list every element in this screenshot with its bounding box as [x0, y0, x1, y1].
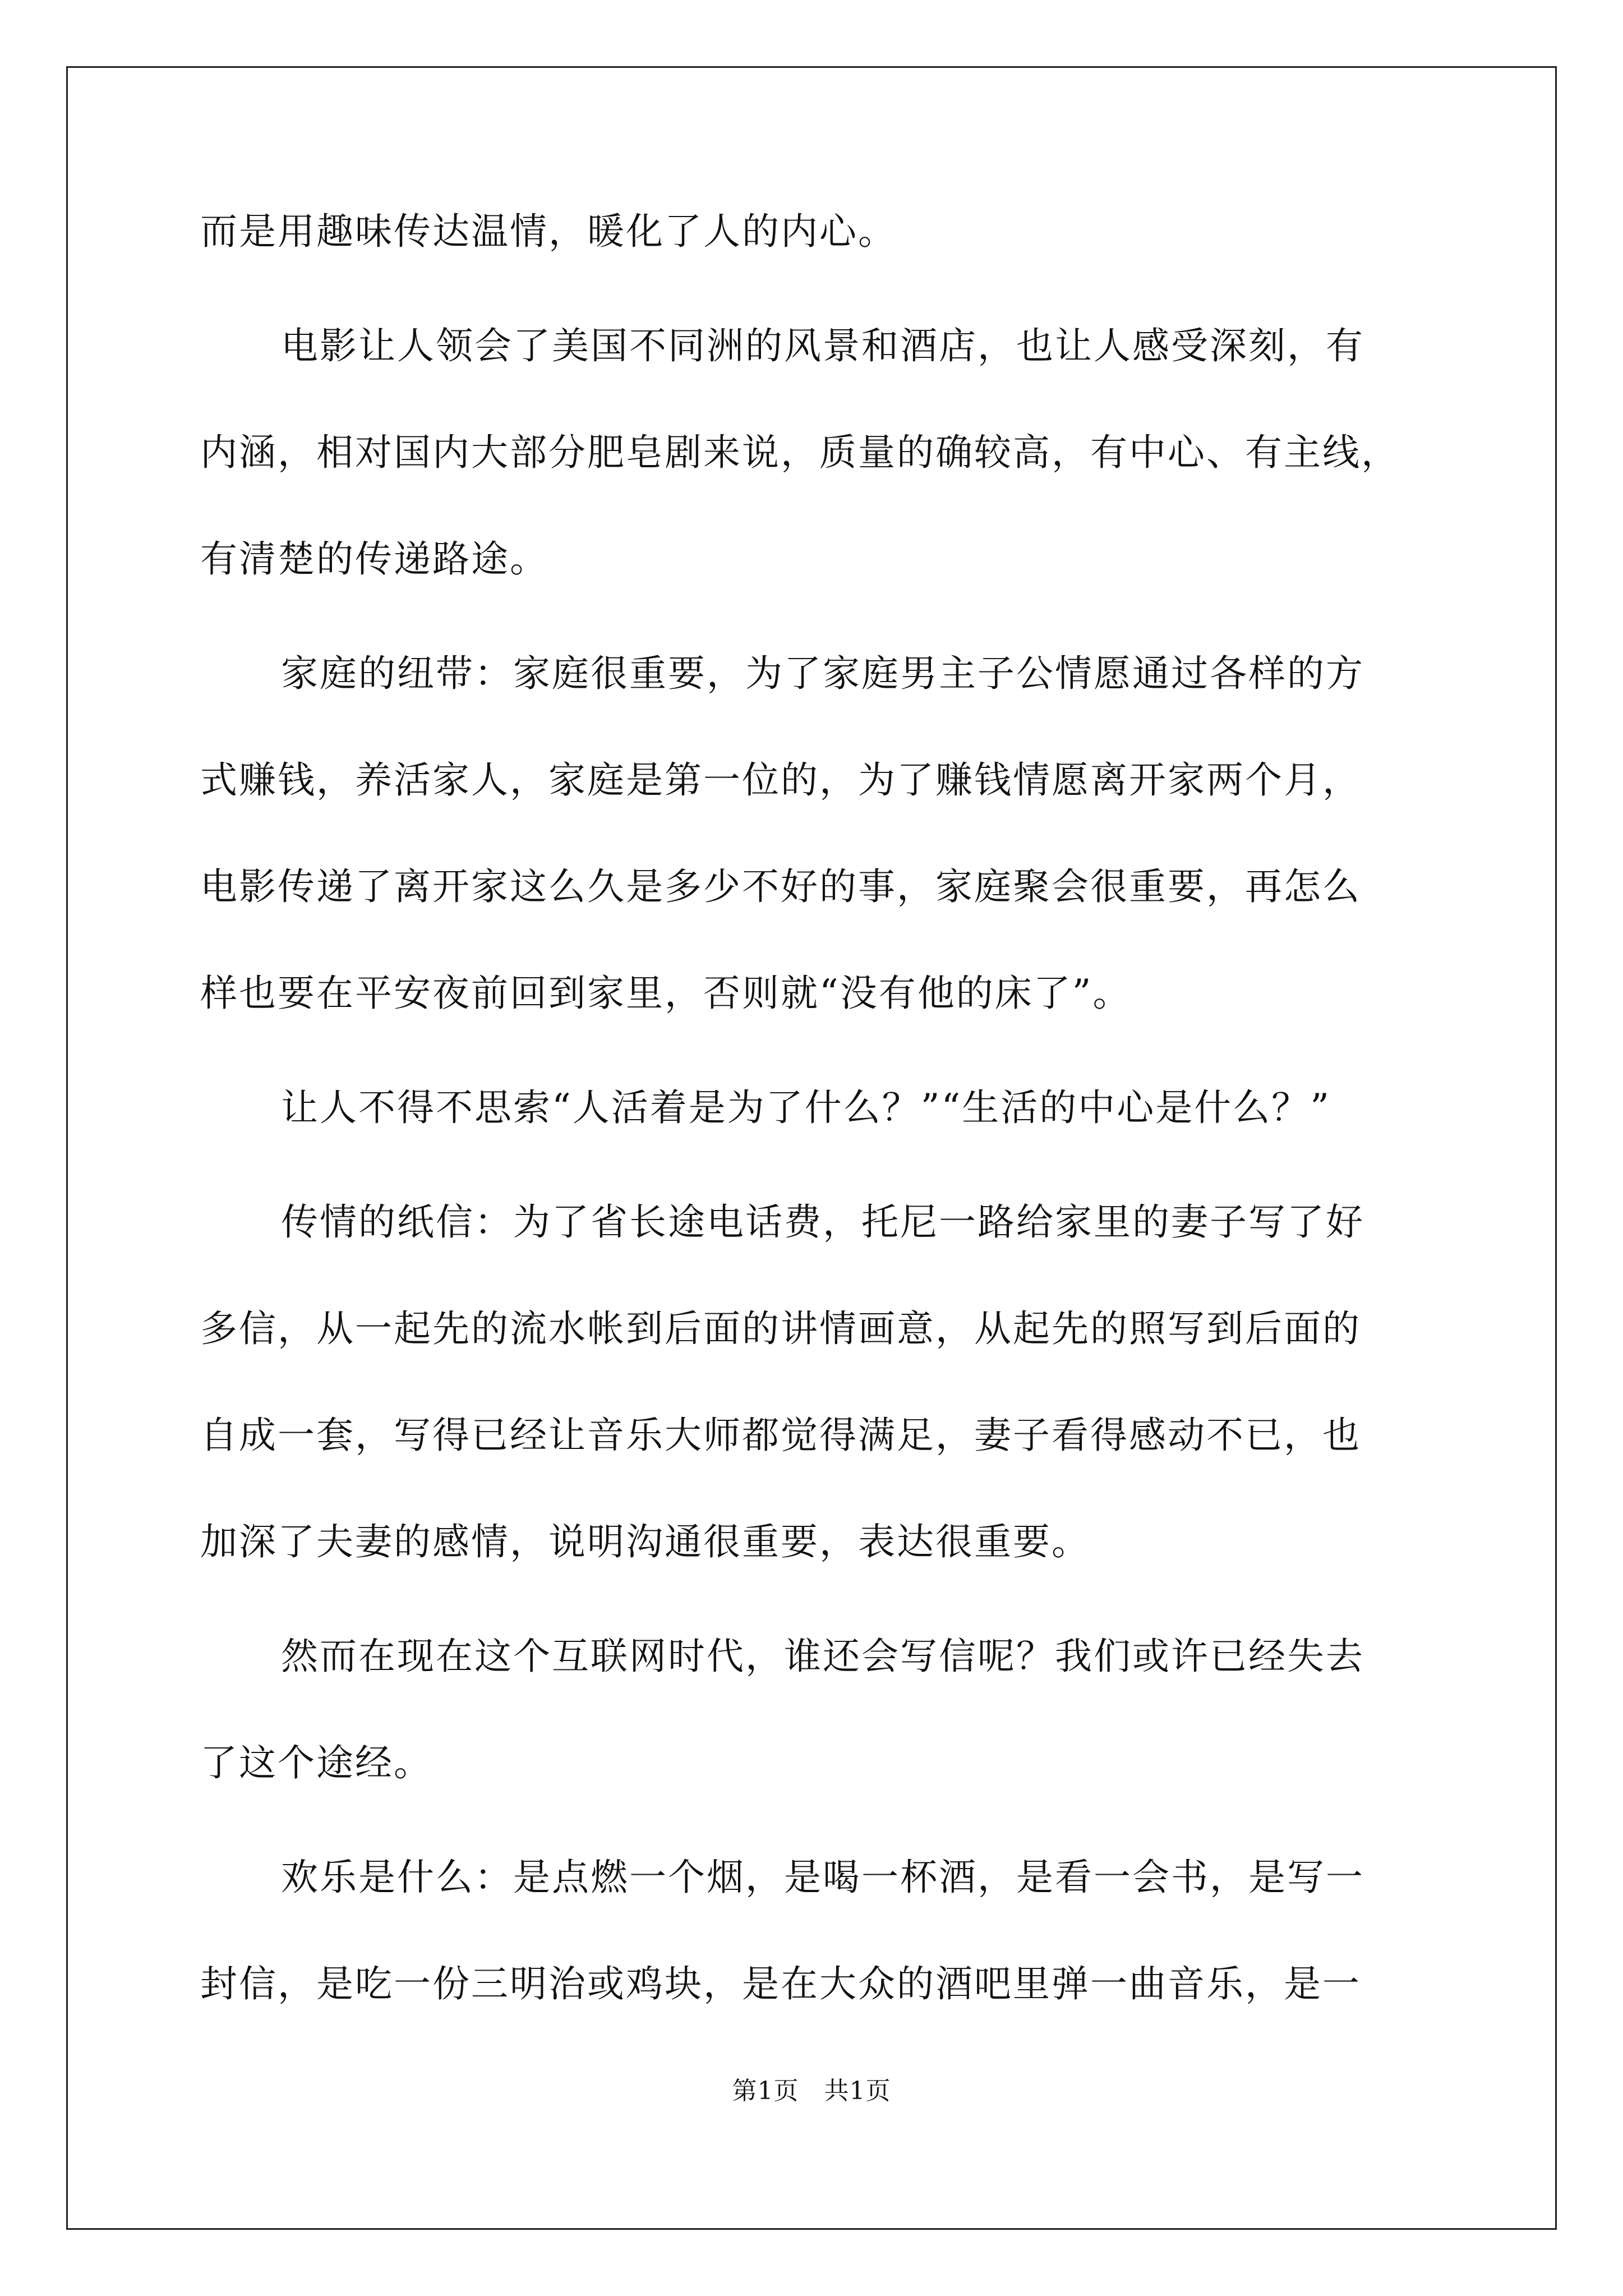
document-body: [200, 205, 1473, 2011]
text-line: 式赚钱，养活家人，家庭是第一位的，为了赚钱情愿离开家两个月，: [200, 758, 1361, 802]
text-line: 样也要在平安夜前回到家里，否则就“没有他的床了”。: [200, 972, 1132, 1015]
text-line: 加深了夫妻的感情，说明沟通很重要，表达很重要。: [200, 1520, 1090, 1563]
paragraph-first-line: 然而在现在这个互联网时代，谁还会写信呢？我们或许已经失去: [281, 1635, 1364, 1678]
text-line: 自成一套，写得已经让音乐大师都觉得满足，妻子看得感动不已，也: [200, 1414, 1361, 1457]
paragraph-first-line: 家庭的纽带：家庭很重要，为了家庭男主子公情愿通过各样的方: [281, 652, 1364, 695]
text-line: 内涵，相对国内大部分肥皂剧来说，质量的确较高，有中心、有主线，: [200, 431, 1400, 474]
paragraph-first-line: 电影让人领会了美国不同洲的风景和酒店，也让人感受深刻，有: [281, 324, 1364, 367]
text-line: 电影传递了离开家这么久是多少不好的事，家庭聚会很重要，再怎么: [200, 865, 1361, 908]
text-line: 有清楚的传递路途。: [200, 537, 548, 581]
page-number-footer: 第1页 共1页: [732, 2077, 891, 2105]
paragraph-first-line: 让人不得不思索“人活着是为了什么？”“生活的中心是什么？”: [281, 1086, 1331, 1129]
text-line: 封信，是吃一份三明治或鸡块，是在大众的酒吧里弹一曲音乐，是一: [200, 1962, 1361, 2005]
paragraph-first-line: 欢乐是什么：是点燃一个烟，是喝一杯酒，是看一会书，是写一: [281, 1856, 1364, 1899]
paragraph-first-line: 传情的纸信：为了省长途电话费，托尼一路给家里的妻子写了好: [281, 1200, 1364, 1244]
text-line: 了这个途经。: [200, 1741, 432, 1784]
text-line: 而是用趣味传达温情，暖化了人的内心。: [200, 210, 897, 253]
text-line: 多信，从一起先的流水帐到后面的讲情画意，从起先的照写到后面的: [200, 1307, 1361, 1350]
